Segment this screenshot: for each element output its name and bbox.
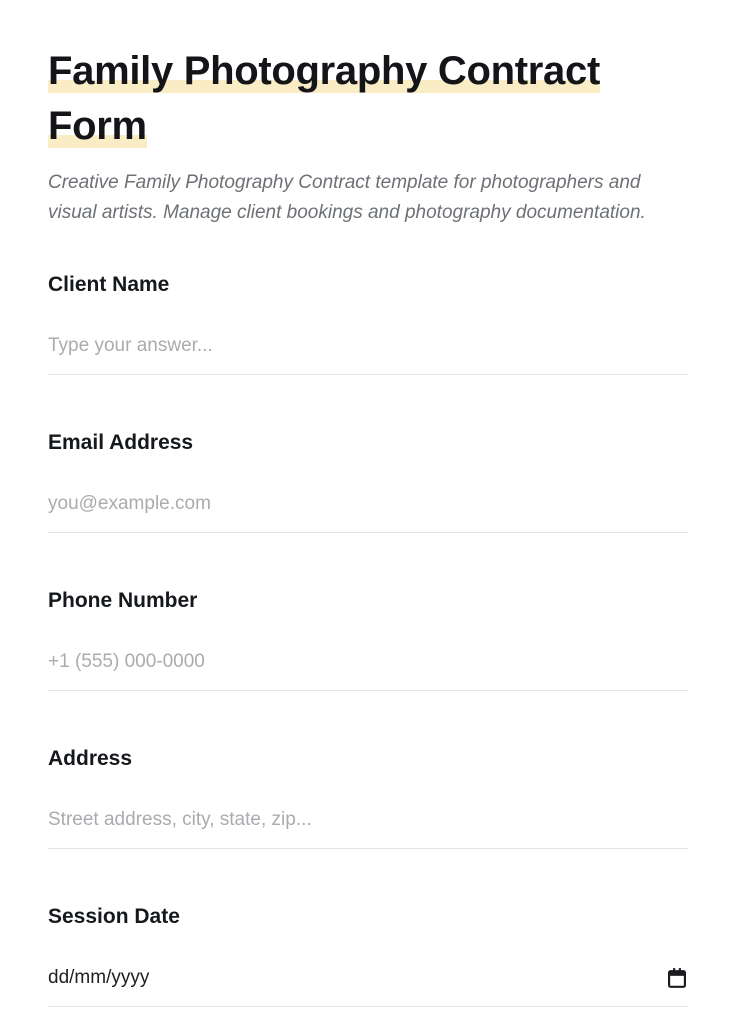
contract-form <box>48 271 688 1007</box>
page-title-highlight: Family Photography Contract Form <box>48 49 600 148</box>
address-input[interactable] <box>48 800 688 849</box>
field-address <box>48 745 688 849</box>
email-address-label: Email Address <box>48 431 194 454</box>
address-label: Address <box>48 747 133 770</box>
session-date-value: dd/mm/yyyy <box>48 967 150 988</box>
phone-number-label: Phone Number <box>48 589 198 612</box>
email-address-input[interactable] <box>48 484 688 533</box>
field-session-date <box>48 903 688 1007</box>
session-date-label: Session Date <box>48 905 180 928</box>
phone-number-input[interactable] <box>48 642 688 691</box>
page-description: Creative Family Photography Contract template for photographers and visual artists. Manage client bookings and photography documentation. <box>48 172 646 223</box>
session-date-input[interactable] <box>48 958 688 1007</box>
field-phone-number <box>48 587 688 691</box>
field-email-address <box>48 429 688 533</box>
field-client-name <box>48 271 688 375</box>
client-name-input[interactable] <box>48 326 688 375</box>
calendar-icon[interactable] <box>668 968 688 988</box>
client-name-label: Client Name <box>48 273 170 296</box>
page-title <box>48 44 688 154</box>
